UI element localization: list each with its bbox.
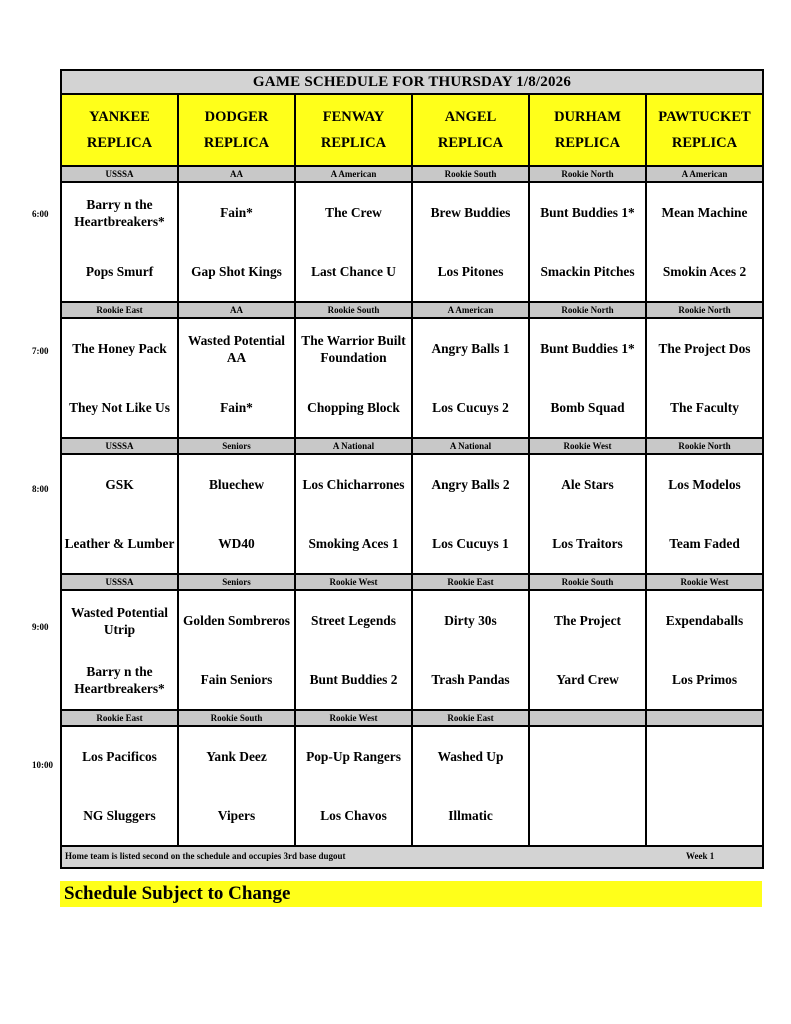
game-row [61,454,763,574]
home-team: Los Cucuys 2 [432,400,509,415]
game-cell [178,590,295,710]
away-team: Bunt Buddies 1* [540,341,635,356]
schedule-subject-banner: Schedule Subject to Change [60,881,762,907]
division-label: AA [178,302,295,318]
game-cell [412,590,529,710]
away-team: Golden Sombreros [182,613,290,628]
schedule-title: GAME SCHEDULE FOR THURSDAY 1/8/2026 [61,70,763,94]
home-team: Gap Shot Kings [191,264,282,279]
away-team: Los Modelos [668,477,741,492]
division-row [61,166,763,182]
game-cell [646,590,763,710]
division-label: Rookie North [529,166,646,182]
game-cell [178,726,295,846]
away-team: Ale Stars [561,477,614,492]
away-team: Angry Balls 1 [431,341,510,356]
game-cell [529,454,646,574]
division-label: Rookie West [529,438,646,454]
division-label: A National [295,438,412,454]
away-team: Wasted Potential AA [187,332,286,365]
game-cell [295,318,412,438]
game-cell [295,182,412,302]
game-cell [178,318,295,438]
away-team: Dirty 30s [444,613,497,628]
field-header-angel: ANGEL REPLICA [412,94,529,166]
home-team: Team Faded [669,536,740,551]
away-team [647,727,762,786]
footer-week: Week 1 [686,851,715,861]
away-team: Los Pacificos [82,749,157,764]
division-label: Rookie South [295,302,412,318]
game-cell [646,318,763,438]
division-label [529,710,646,726]
game-cell [646,182,763,302]
division-label: A American [646,166,763,182]
schedule-sheet [60,69,762,869]
game-cell [529,726,646,846]
division-label: USSSA [61,438,178,454]
away-team: The Crew [325,205,382,220]
home-team: Los Primos [671,672,738,687]
field-header-yankee: YANKEE REPLICA [61,94,178,166]
home-team: Smoking Aces 1 [308,536,399,551]
division-label: Rookie West [295,574,412,590]
time-label-7: 7:00 [32,346,49,356]
division-label: Rookie East [412,710,529,726]
slot-body [61,166,763,846]
home-team: NG Sluggers [83,808,156,823]
away-team: Mean Machine [661,205,748,220]
home-team: Last Chance U [311,264,396,279]
away-team: Street Legends [311,613,396,628]
home-team: Smackin Pitches [540,264,635,279]
time-label-9: 9:00 [32,622,49,632]
footer-note: Home team is listed second on the schedule and occupies 3rd base dugout [65,851,346,861]
away-team: The Project Dos [658,341,751,356]
division-label: Rookie North [646,302,763,318]
home-team: Los Cucuys 1 [432,536,509,551]
home-team [530,786,645,845]
home-team: Bomb Squad [550,400,625,415]
division-label: Rookie South [412,166,529,182]
division-row [61,438,763,454]
away-team: Angry Balls 2 [431,477,510,492]
home-team: Bunt Buddies 2 [309,672,398,687]
away-team: Bluechew [208,477,265,492]
time-label-6: 6:00 [32,209,49,219]
home-team: Smokin Aces 2 [662,264,747,279]
home-team: Leather & Lumber [64,536,175,551]
field-header-pawtucket: PAWTUCKET REPLICA [646,94,763,166]
game-cell [61,726,178,846]
time-label-10: 10:00 [32,760,53,770]
game-row [61,182,763,302]
home-team: Trash Pandas [431,672,510,687]
division-label: Rookie South [178,710,295,726]
division-label: A American [412,302,529,318]
division-label: A National [412,438,529,454]
away-team: Yank Deez [206,749,267,764]
division-label: A American [295,166,412,182]
game-cell [178,182,295,302]
division-row [61,574,763,590]
away-team: The Warrior Built Foundation [301,332,406,365]
footer-bar [61,846,763,868]
home-team: Illmatic [448,808,493,823]
division-label: Seniors [178,574,295,590]
home-team: Pops Smurf [85,264,154,279]
game-cell [295,726,412,846]
home-team: Vipers [217,808,256,823]
game-cell [412,454,529,574]
division-label: USSSA [61,166,178,182]
division-label: Rookie North [529,302,646,318]
game-cell [646,726,763,846]
away-team: Washed Up [437,749,504,764]
division-label: Rookie North [646,438,763,454]
home-team: The Faculty [670,400,739,415]
division-label: Rookie East [412,574,529,590]
away-team: Expendaballs [665,613,744,628]
game-cell [529,182,646,302]
field-header-fenway: FENWAY REPLICA [295,94,412,166]
home-team [647,786,762,845]
away-team: GSK [105,477,134,492]
division-label: USSSA [61,574,178,590]
division-label: Rookie East [61,710,178,726]
away-team: Brew Buddies [430,205,511,220]
division-label: AA [178,166,295,182]
game-cell [178,454,295,574]
division-row [61,302,763,318]
division-label [646,710,763,726]
home-team: Los Chavos [320,808,387,823]
game-cell [61,454,178,574]
division-label: Rookie South [529,574,646,590]
field-header-dodger: DODGER REPLICA [178,94,295,166]
away-team: The Project [553,613,622,628]
division-label: Rookie West [646,574,763,590]
away-team [530,727,645,786]
home-team: Barry n the Heartbreakers* [74,663,165,696]
away-team: Bunt Buddies 1* [540,205,635,220]
game-cell [61,318,178,438]
away-team: Wasted Potential Utrip [70,604,169,637]
away-team: Pop-Up Rangers [306,749,401,764]
home-team: Los Pitones [437,264,504,279]
away-team: Fain* [220,205,253,220]
game-cell [529,590,646,710]
home-team: Yard Crew [556,672,619,687]
game-row [61,590,763,710]
game-cell [412,726,529,846]
game-cell [412,182,529,302]
game-cell [412,318,529,438]
away-team: Barry n the Heartbreakers* [74,196,165,229]
home-team: WD40 [218,536,255,551]
game-cell [529,318,646,438]
game-cell [61,590,178,710]
home-team: Fain* [220,400,253,415]
division-label: Rookie West [295,710,412,726]
division-label: Rookie East [61,302,178,318]
home-team: They Not Like Us [69,400,170,415]
division-label: Seniors [178,438,295,454]
division-row [61,710,763,726]
time-label-8: 8:00 [32,484,49,494]
away-team: Los Chicharrones [302,477,405,492]
game-row [61,726,763,846]
field-header-durham: DURHAM REPLICA [529,94,646,166]
home-team: Fain Seniors [200,672,273,687]
home-team: Chopping Block [307,400,400,415]
home-team: Los Traitors [552,536,623,551]
schedule-table [60,69,764,869]
game-cell [646,454,763,574]
game-cell [295,454,412,574]
game-row [61,318,763,438]
game-cell [295,590,412,710]
away-team: The Honey Pack [72,341,167,356]
game-cell [61,182,178,302]
